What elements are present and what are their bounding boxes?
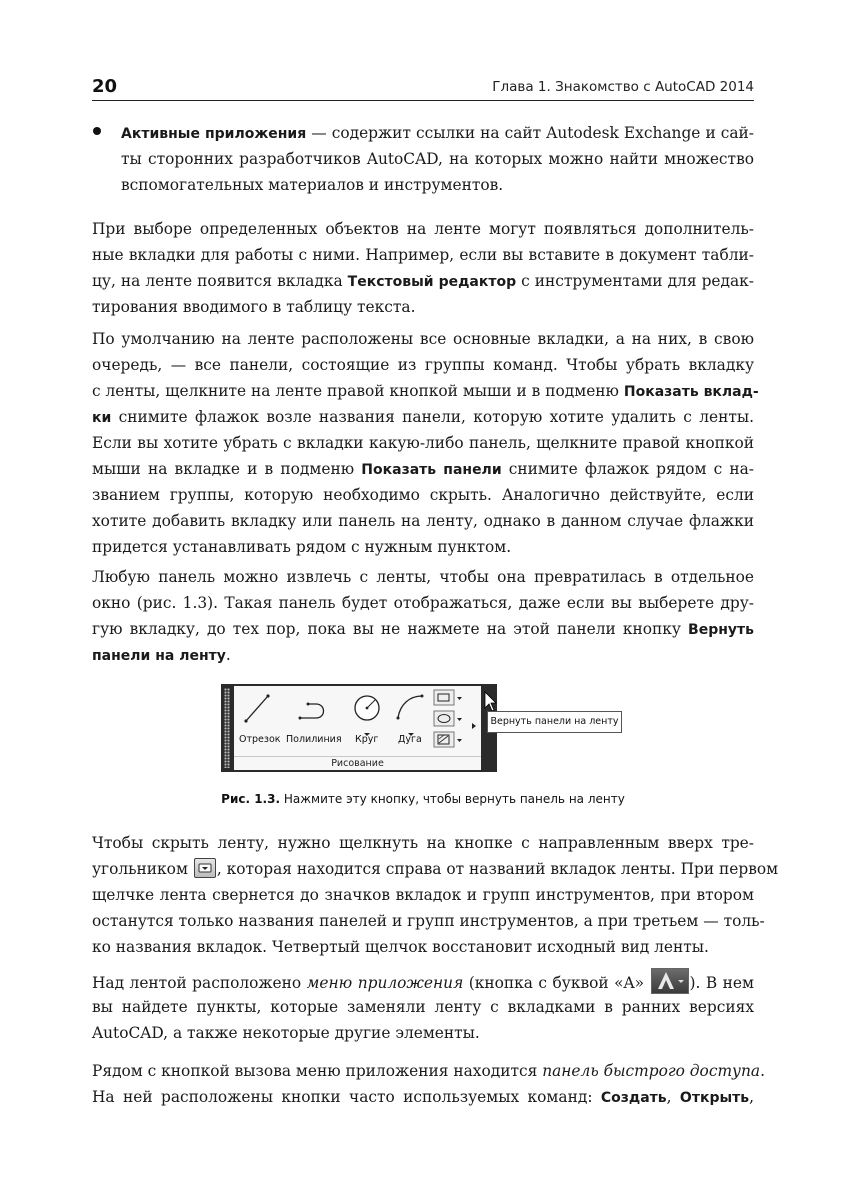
term-quick-access: панель быстрого доступа [542, 1062, 761, 1080]
tool-label-polyline: Полилиния [286, 734, 342, 745]
term-app-menu: меню приложения [306, 974, 464, 992]
term-show-tabs: Показать вклад- [623, 384, 759, 400]
page-number: 20 [92, 76, 118, 97]
autocad-app-button-icon [651, 968, 689, 994]
rectangle-tool-icon[interactable] [434, 690, 462, 705]
floating-draw-panel [234, 686, 481, 770]
chapter-title: Глава 1. Знакомство с AutoCAD 2014 [492, 79, 754, 95]
panel-grip-handle[interactable] [224, 688, 230, 768]
paragraph-ribbon-tabs: По умолчанию на ленте расположены все основные вкладки, а на них, в свою очередь, — все панели, состоящие из группы команд. Чтобы убрать вкладку с ленты, щелкните на ленте правой кнопкой мыши и в подменю Показать вклад- ки снимите флажок возле названия панели, которую хотите удалить с ленты. Если вы хотите убрать с вкладки какую-либо панель, щелкните правой кнопкой мыши на вкладке и в подменю Показать панели снимите флажок рядом с на- званием группы, которую необходимо скрыть. Аналогично действуйте, если хотите добавить вкладку или панель на ленту, однако в данном случае флажки придется устанавливать рядом с нужным пунктом. [92, 330, 759, 556]
paragraph-extra-tabs: При выборе определенных объектов на ленте могут появляться дополнитель- ные вкладки для работы с ними. Например, если вы вставите в документ табли- цу, на ленте появится вкладка Текстовый редактор с инструментами для редак- тирования вводимого в таблицу текста. [92, 220, 754, 316]
bullet-term: Активные приложения [121, 126, 307, 142]
paragraph-quick-access: Рядом с кнопкой вызова меню приложения находится панель быстрого доступа. На ней расположены кнопки часто используемых команд: Создать, Открыть, [92, 1062, 765, 1106]
draw-tools-icons [234, 686, 481, 756]
line-tool-icon[interactable] [244, 694, 269, 722]
term-text-editor: Текстовый редактор [347, 274, 517, 290]
term-create: Создать [600, 1090, 667, 1106]
term-return-panels: Вернуть [688, 622, 754, 638]
paragraph-app-menu: Над лентой расположено меню приложения (кнопка с буквой «A» ). В нем вы найдете пункты, которые заменяли ленту с вкладками в ранних версиях AutoCAD, а также некоторые другие элементы. [92, 968, 754, 1046]
paragraph-hide-ribbon: Чтобы скрыть ленту, нужно щелкнуть на кнопке с направленным вверх тре- угольником , которая находится справа от названий вкладок ленты. При первом щелчке лента свернется до значков вкладок и групп инструментов, при втором останутся только названия панелей и групп инструментов, а при третьем — толь- ко названия вкладок. Четвертый щелчок восстановит исходный вид ленты. [92, 834, 779, 956]
ellipse-tool-icon[interactable] [434, 711, 462, 726]
circle-tool-icon[interactable] [355, 696, 379, 736]
hatch-tool-icon[interactable] [434, 732, 462, 747]
figure-caption: Рис. 1.3. Нажмите эту кнопку, чтобы вернуть панель на ленту [221, 792, 625, 806]
paragraph-floating-panel: Любую панель можно извлечь с ленты, чтобы она превратилась в отдельное окно (рис. 1.3). Такая панель будет отображаться, даже если вы выберете дру- гую вкладку, до тех пор, пока вы не нажмете на этой панели кнопку Вернуть панели на ленту. [92, 568, 754, 664]
polyline-tool-icon[interactable] [299, 703, 324, 720]
term-open: Открыть [679, 1090, 750, 1106]
bullet-item: Активные приложения — содержит ссылки на сайт Autodesk Exchange и сай- ты сторонних разработчиков AutoCAD, на которых можно найти множество вспомогательных материалов и инструментов. [121, 124, 754, 194]
tool-label-line: Отрезок [239, 734, 281, 745]
panel-expand-arrow-icon[interactable] [472, 723, 476, 729]
bullet-dot [93, 127, 101, 135]
minimize-ribbon-icon [194, 858, 216, 878]
figure-drawing-panel [221, 684, 497, 772]
tool-label-circle: Круг [355, 734, 379, 745]
panel-title: Рисование [234, 756, 481, 769]
tool-label-arc: Дуга [398, 734, 422, 745]
arc-tool-icon[interactable] [397, 695, 424, 737]
term-show-panels: Показать панели [361, 462, 502, 478]
tooltip-return-panels: Вернуть панели на ленту [487, 711, 622, 733]
page-header [92, 76, 754, 101]
